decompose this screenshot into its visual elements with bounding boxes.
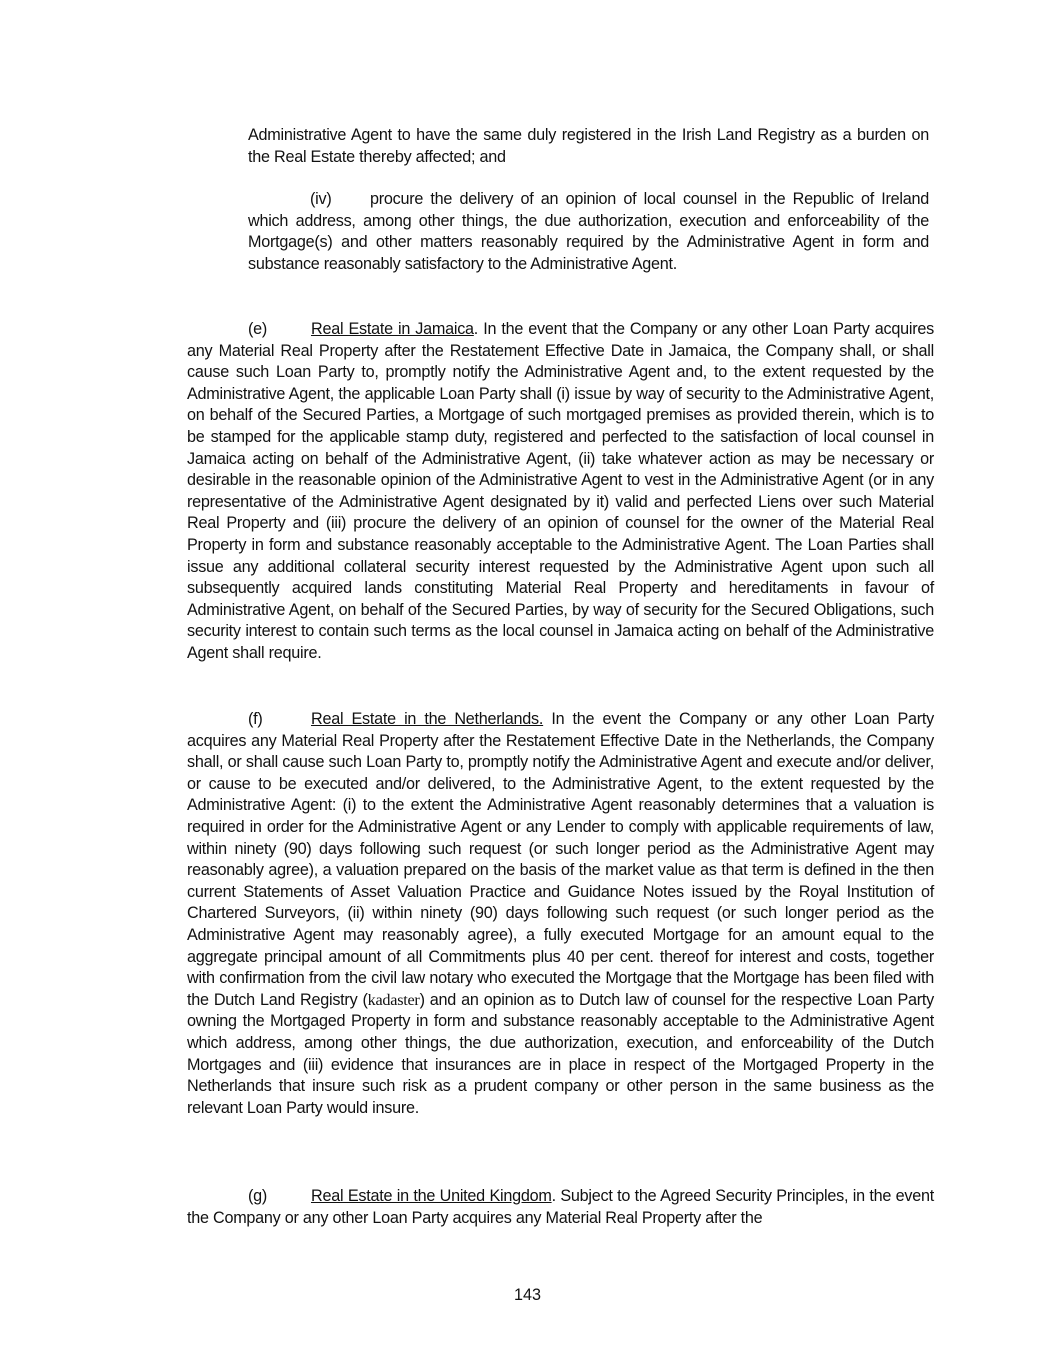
section-e-label: (e) [248, 320, 268, 338]
section-g-text: . Subject to the Agreed Security Principles, in the event the Company or any other Loan Party acquires any Material Real Property after the [187, 1187, 934, 1227]
section-f-italic-term: kadaster [367, 990, 420, 1009]
clause-iv-paragraph [248, 189, 929, 275]
carryover-paragraph-text: Administrative Agent to have the same duly registered in the Irish Land Registry as a burden on the Real Estate thereby affected; and [248, 126, 929, 166]
clause-iv-text: procure the delivery of an opinion of local counsel in the Republic of Ireland which address, among other things, the due authorization, execution and enforceability of the Mortgage(s) and other matters reasonably required by the Administrative Agent in form and substance reasonably satisfactory to the Administrative Agent. [248, 190, 929, 273]
section-f-text-part-1: In the event the Company or any other Loan Party acquires any Material Real Property after the Restatement Effective Date in the Netherlands, the Company shall, or shall cause such Loan Party to, promptly notify the Administrative Agent and execute and/or deliver, or cause to be executed and/or delivered, to the Administrative Agent, to the extent requested by the Administrative Agent: (i) to the extent the Administrative Agent reasonably determines that a valuation is required in order for the Administrative Agent or any Lender to comply with applicable requirements of law, within ninety (90) days following such request (or such longer period as the Administrative Agent may reasonably agree), a valuation prepared on the basis of the market value as that term is defined in the then current Statements of Asset Valuation Practice and Guidance Notes issued by the Royal Institution of Chartered Surveyors, (ii) within ninety (90) days following such request (or such longer period as the Administrative Agent may reasonably agree), a fully executed Mortgage for an amount equal to the aggregate principal amount of all Commitments plus 40 per cent. thereof for interest and costs, together with confirmation from the civil law notary who executed the Mortgage that the Mortgage has been filed with the Dutch Land Registry ( [187, 710, 934, 1009]
section-e-text: . In the event that the Company or any other Loan Party acquires any Material Real Property after the Restatement Effective Date in Jamaica, the Company shall, or shall cause such Loan Party to, promptly notify the Administrative Agent and, to the extent requested by the Administrative Agent, the applicable Loan Party shall (i) issue by way of security to the Administrative Agent, on behalf of the Secured Parties, a Mortgage of such mortgaged premises as provided therein, which is to be stamped for the applicable stamp duty, registered and perfected to the satisfaction of local counsel in Jamaica acting on behalf of the Administrative Agent, (ii) take whatever action as may be necessary or desirable in the reasonable opinion of the Administrative Agent to vest in the Administrative Agent (or in any representative of the Administrative Agent designated by it) valid and perfected Liens over such Material Real Property and (iii) procure the delivery of an opinion of counsel for the owner of the Material Real Property in form and substance reasonably acceptable to the Administrative Agent. The Loan Parties shall issue any additional collateral security interest requested by the Administrative Agent upon such all subsequently acquired lands constituting Material Real Property and hereditaments in favour of Administrative Agent, on behalf of the Secured Parties, by way of security for the Secured Obligations, such security interest to contain such terms as the local counsel in Jamaica acting on behalf of the Administrative Agent shall require. [187, 320, 934, 662]
section-e-paragraph [187, 319, 934, 665]
page-number: 143 [513, 1286, 541, 1304]
clause-iv-label: (iv) [310, 190, 332, 208]
section-f-paragraph [187, 709, 934, 1119]
section-g-label: (g) [248, 1187, 268, 1205]
carryover-paragraph [248, 125, 929, 168]
section-f-label: (f) [248, 710, 263, 728]
section-f-text-part-2: ) and an opinion as to Dutch law of counsel for the respective Loan Party owning the Mortgaged Property in form and substance reasonably acceptable to the Administrative Agent which address, among other things, the due authorization, execution, and enforceability of the Dutch Mortgages and (iii) evidence that insurances are in place in respect of the Mortgaged Property in the Netherlands that insure such risk as a prudent company or other person in the same business as the relevant Loan Party would insure. [187, 990, 934, 1117]
section-e-heading: Real Estate in Jamaica [311, 320, 474, 338]
section-g-heading: Real Estate in the United Kingdom [311, 1187, 552, 1205]
section-g-paragraph [187, 1186, 934, 1229]
section-f-heading: Real Estate in the Netherlands. [311, 710, 544, 728]
